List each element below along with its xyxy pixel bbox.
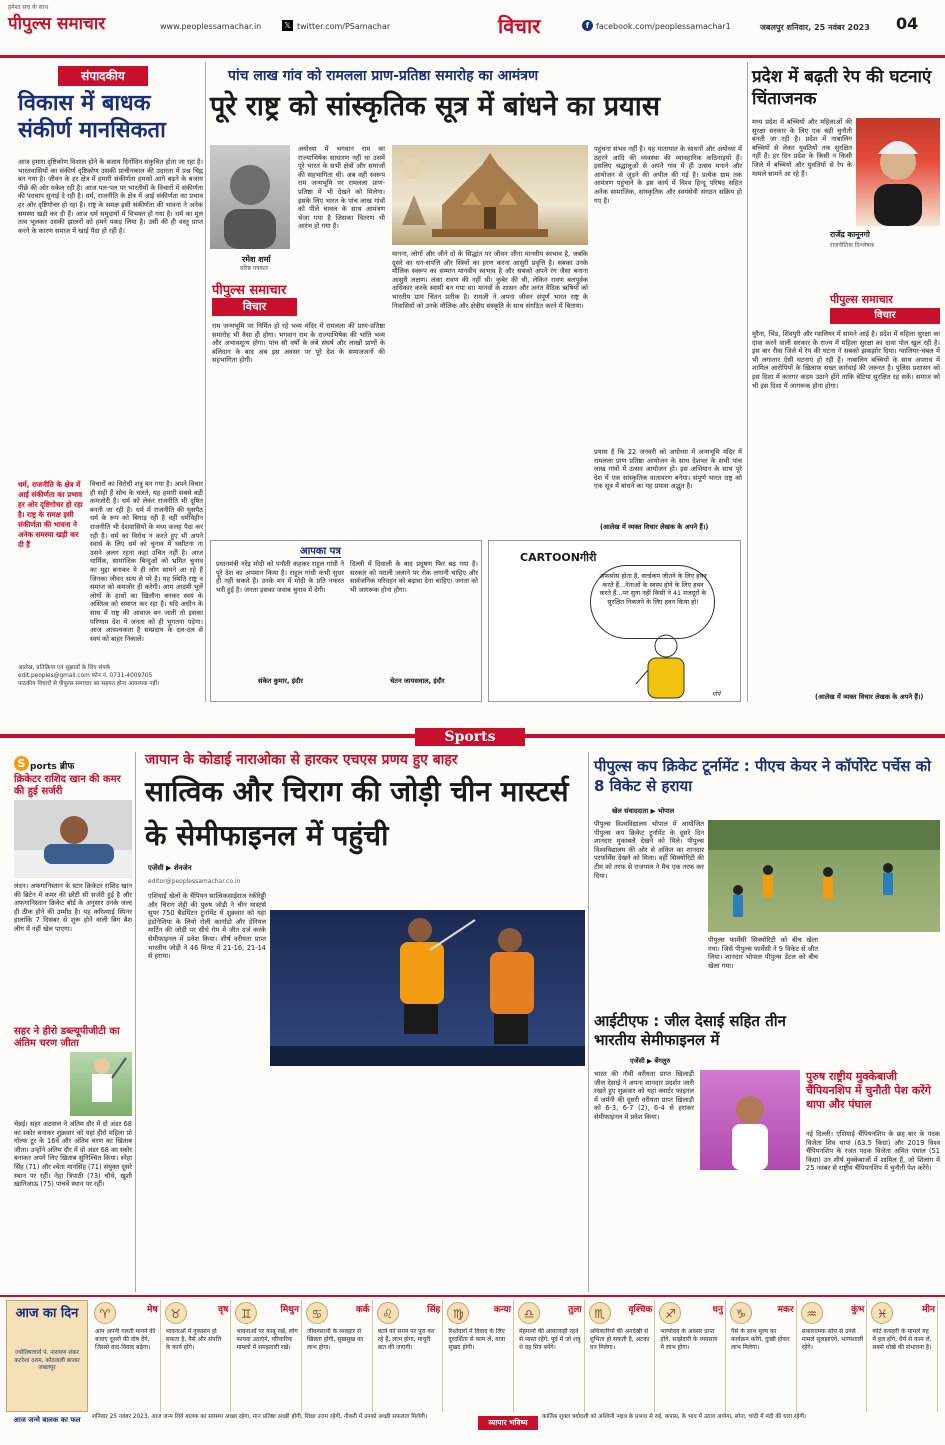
- rashi-card: [163, 1300, 232, 1412]
- masthead-tagline: हमेशा सच के साथ: [8, 4, 49, 11]
- letter-2: दिल्ली में दिवाली के बाद प्रदूषण फिर बढ़ गया है। सरकार को पराली जलाने पर रोक लगानी चाहिए और सार्वजनिक परिवहन को बढ़ावा देना चाहिए। जनता को भी जागरूक होना होगा।: [350, 560, 478, 594]
- sports-divider-right: [588, 752, 589, 1292]
- rashi-text: रिश्तेदारों में विवाद के लिए दूरदर्शिता से काम लें, यात्रा सुखद होगी।: [448, 1328, 506, 1351]
- zodiac-icon: ♒: [801, 1302, 823, 1324]
- zodiac-icon: ♍: [447, 1302, 469, 1324]
- rashi-card: [233, 1300, 302, 1412]
- editorial-contact-email[interactable]: edit.peoples@gmail.com फोन नं. 0731-4009705: [18, 673, 153, 679]
- rashi-card: [587, 1300, 656, 1412]
- rashifal-child-title: आज जन्मे बालक का फल: [13, 1416, 81, 1424]
- masthead: [0, 0, 945, 58]
- golf-photo-figure: [70, 1052, 132, 1116]
- main-col-3: पहुंचना संभव नहीं है। यह यातायात के साधनों और अयोध्या में ठहरने आदि की व्यवस्था की व्यावहारिक कठिनाइयों हैं। इसलिए श्रद्धालुओं से अपने गांव में ही उत्सव मनाने और आयोजन से जुड़ने की अपील की गई है। प्रत्येक ग्राम तक आमंत्रण पहुंचाने के इस कार्य में विश्व हिन्दू परिषद सहित अनेक सामाजिक, सांस्कृतिक और स्वयंसेवी संगठन सक्रिय हो गए हैं।: [594, 145, 742, 205]
- badminton-players: [270, 910, 585, 1066]
- rashi-text: जीवनसाथी के व्यवहार से खिन्नता होगी, सुखसुख का लाभ होगा।: [307, 1328, 364, 1351]
- badminton-title: सात्विक और चिराग की जोड़ी चीन मास्टर्स के सेमीफाइनल में पहुंची: [145, 775, 569, 852]
- rashifal-signs: [92, 1300, 940, 1412]
- masthead-date: जबलपुर शनिवार, 25 नवंबर 2023: [760, 23, 870, 32]
- aitf-photo: [700, 1070, 800, 1170]
- cartoon-signature: गोपे: [712, 691, 721, 698]
- rashi-text: भाग्योदय के अवसर प्राप्त होंगे, साझेदारी के व्यवसाय में लाभ होगा।: [660, 1328, 718, 1351]
- zodiac-icon: ♊: [235, 1302, 257, 1324]
- aitf-body: भारत की नौवीं वरीयता प्राप्त खिलाड़ी जील देसाई ने अपना शानदार प्रदर्शन जारी रखते हुए शुक्रवार को यहां क्वार्टर फाइनल में जर्मनी की दूसरी वरीयता प्राप्त खिलाड़ी को 6-3, 6-7 (2), 6-4 से हराकर सेमीफाइनल में प्रवेश किया।: [594, 1070, 694, 1121]
- cartoon-speech: अफसोस होता है, वर्ल्डकप जीतने के लिए हवन करते हैं...नेताओं के स्वस्थ होने के लिए हवन करते हैं...पर सुना नहीं किसी ने 41 मजदूरों के सुरक्षित निकलने के लिए हवन किया हो!: [599, 572, 707, 606]
- rashifal-today-body: ज्योतिषाचार्य पं. नारायण शंकर कटरेशा दशम, कोठवाली बाजार जबलपुर: [14, 1350, 80, 1372]
- rashifal-rule: [0, 1295, 945, 1297]
- rashi-name: वृष: [218, 1305, 229, 1315]
- cricket-body-2: पीपुल्स फार्मेसी सिक्योरिटी को बीच खेला गया। जिसे पीपुल्स फार्मेसी ने 9 विकेट से जीत लिया। शानदार भोपाल पीपुल्स डेंटल को बीच खेला गया।: [708, 936, 818, 970]
- masthead-website[interactable]: www.peoplessamachar.in: [160, 22, 262, 31]
- aitf-byline: एजेंसी ▶ बेंगलुरु: [630, 1057, 671, 1065]
- letter-2-signature: चेतन जायसवाल, इंदौर: [390, 677, 445, 685]
- rashi-name: कर्क: [355, 1305, 370, 1315]
- badminton-body-2: [270, 1072, 370, 1282]
- brief-photo: [14, 800, 132, 878]
- rashi-card: [728, 1300, 797, 1412]
- brief-title: क्रिकेटर राशिद खान की कमर की हुई सर्जरी: [14, 774, 121, 797]
- rashi-card: [516, 1300, 585, 1412]
- facebook-icon: f: [582, 20, 593, 31]
- section-title: विचार: [498, 14, 541, 38]
- rashi-name: कन्या: [493, 1305, 511, 1315]
- rashi-name: मकर: [777, 1305, 794, 1315]
- main-col-3b: प्रयास है कि 22 जनवरी को अयोध्या में जन्मभूमि मंदिर में रामलला प्राण प्रतिष्ठा आयोजन के साथ देशभर के सभी पांच लाख गांवों में उत्सव आयोजन हो। इस अभियान के साथ पूरे देश में एक सांस्कृतिक वातावरण बनेगा। संपूर्ण भारत राष्ट्र को एक सूत्र में बांधने का यह प्रयास अद्भुत है।: [594, 448, 742, 491]
- main-kicker: पांच लाख गांव को रामलला प्राण-प्रतिष्ठा समारोह का आमंत्रण: [228, 68, 539, 84]
- brand-logo: पीपुल्स समाचार: [212, 283, 287, 298]
- rashi-text: भावनाओं में नुकसान हो सकता है, पैसे और संपत्ति के कार्य होंगे।: [165, 1328, 222, 1351]
- rashi-name: धनु: [712, 1305, 723, 1315]
- temple-photo: [392, 145, 588, 245]
- editorial-title: विकास में बाधक संकीर्ण मानसिकता: [18, 91, 166, 143]
- cricket-photo: [708, 820, 940, 932]
- main-footnote: (आलेख में व्यक्त विचार लेखक के अपने हैं।): [600, 523, 709, 531]
- brief-photo-figure: [14, 800, 132, 878]
- right-author-name: राजेंद्र कानूनगो: [830, 230, 870, 239]
- editorial-disclaimer: पाठकीय विचारों से पीपुल्स समाचार का सहमत होना आवश्यक नहीं।: [18, 681, 160, 687]
- masthead-logo: पीपुल्स समाचार: [8, 14, 106, 34]
- editorial-contact-label: आलेख, प्रतिक्रिया एवं सुझावों के लिए संपर्क: [18, 665, 111, 671]
- rashi-text: अधिकारियों की अनदेखी से शुभिता हो सकती है, अटका धन मिलेगा।: [589, 1328, 650, 1351]
- sports-divider-left: [135, 752, 136, 1292]
- editorial-pull-quote: धर्म, राजनीति के क्षेत्र में आई संकीर्णता का प्रभाव हर ओर दृष्टिगोचर हो रहा है। राष्ट्र के समक्ष इसी संकीर्णता की भावना ने अनेक समस्या खड़ी कर दी हैं: [18, 480, 83, 549]
- trade-label: व्यापार भविष्य: [478, 1416, 538, 1430]
- rashi-text: सकारात्मक सोच से उनसे मामले सुलझाएंगे, भाग्यशाली रहेंगे।: [801, 1328, 864, 1351]
- right-brand-logo: पीपुल्स समाचार: [830, 293, 893, 306]
- badminton-agency: एजेंसी ▶ शेनजेन: [148, 864, 192, 872]
- rashi-name: मेष: [147, 1305, 158, 1315]
- golf-photo: [70, 1052, 132, 1116]
- badminton-body: एशियाई खेलों के चैंपियन सात्विकसाईराज रंकीरेड्डी और चिराग शेट्टी की पुरुष जोड़ी ने चीन मास्टर्स सुपर 750 बैडमिंटन टूर्नामेंट में शुक्रवार को यहां इंडोनेशिया के लियो रोली कार्नांडो और डेनियल मार्टिन की जोड़ी पर सीधे गेम में जीत दर्ज करके सेमीफाइनल में प्रवेश किया। शीर्ष वरीयता प्राप्त भारतीय जोड़ी ने 46 मिनट में 21-16, 21-14 से हराया।: [148, 892, 266, 961]
- boxing-title: पुरुष राष्ट्रीय मुक्केबाजी चैंपियनशिप में चुनौती पेश करेंगे थापा और पंघाल: [806, 1070, 931, 1111]
- main-col-2: मानना, लोगों और जीने दो के सिद्धांत पर जीवन जीना मानवीय स्वभाव है, जबकि दूसरे का धन-संपत्ति और स्त्रियों का हरण करना आसुरी प्रवृत्ति है। सबका उनके मौलिक स्वरूप का सम्मान मानवीय स्वभाव है और सबको अपने रंग जैसा बनाना आसुरी लक्षण। लंका रावण की नहीं थी। कुबेर की थी, लेकिन रावण बलपूर्वक अधिकार करके स्वामी बन गया था। मानवों के शासन और अनंत वैदिक ऋषियों को भारतीय ग्राम चिंतन प्रतीक है। रामजी ने अपना जीवन संपूर्ण भारत राष्ट्र के निवासियों को उनके मौलिक और क्षेत्रीय संस्कृति के साथ संगठित करने में बिताया।: [392, 250, 588, 310]
- rashi-text: आप अपनी गलती मानने की बजाए दूसरों की दोष देंगे, जिससे वाद-विवाद बढ़ेगा।: [95, 1328, 156, 1351]
- sports-banner: Sports: [415, 728, 525, 746]
- cricket-players: [708, 820, 940, 932]
- rashi-card: [375, 1300, 444, 1412]
- rashi-text: मेहमानों की आवाजाही रहने से व्यस्त रहेंगे, पूर्व में जो शत्रु थे वह मित्र बनेंगे।: [519, 1328, 581, 1351]
- rashifal-today-title: आज का दिन: [15, 1306, 79, 1321]
- rashi-card: [869, 1300, 938, 1412]
- temple-illustration: [392, 145, 588, 245]
- zodiac-icon: ♑: [730, 1302, 752, 1324]
- author-role: वरिष्ठ पत्रकार: [240, 265, 269, 272]
- rashi-card: [445, 1300, 514, 1412]
- rashi-card: [657, 1300, 726, 1412]
- zodiac-icon: ♋: [306, 1302, 328, 1324]
- sports-brief-label: ports ब्रीफ: [30, 762, 75, 772]
- cricket-body-3: [824, 936, 940, 1000]
- aitf-body-2: [700, 1174, 800, 1282]
- main-col-1: अयोध्या में भगवान राम का राज्याभिषेक साधारण नहीं था उसमें पूरे भारत के सभी क्षेत्रों और समाजों की सहभागिता थी। अब वही स्वरूप राम जन्मभूमि पर रामलला प्राण-प्रतिष्ठा में भी देखने को मिलेगा। इसके लिए भारत के पांच लाख गांवों को पीले चावल के साथ आमंत्रण भेजा गया है जिसका वितरण भी आरंभ हो गया है।: [298, 145, 385, 231]
- rashi-name: सिंह: [427, 1305, 441, 1315]
- cricket-title: पीपुल्स कप क्रिकेट टूर्नामेंट : पीएच केयर ने कॉर्पोरेट पर्चेस को 8 विकेट से हराया: [594, 757, 932, 795]
- rashi-name: मीन: [922, 1305, 935, 1315]
- right-body-1: मध्य प्रदेश में बच्चियों और महिलाओं की सुरक्षा सरकार के लिए एक बड़ी चुनौती बनती जा रही है। प्रदेश में नाबालिग बच्चियों से लेकर युवतियों तक सुरक्षित नहीं हैं। हर दिन प्रदेश के किसी न किसी जिले में बच्चियों और युवतियों से रेप के मामले सामने आ रहे हैं।: [752, 118, 852, 178]
- right-brand-tag: विचार: [830, 308, 940, 324]
- zodiac-icon: ♎: [518, 1302, 540, 1324]
- golf-body: चेन्नई। सहर अटवाल ने अंतिम दौर में दो अंडर 68 का स्कोर बनाकर शुक्रवार को यहां हीरो महिला प्रो गोल्फ टूर के 16वें और अंतिम चरण का खिताब जीता। उन्होंने अंतिम दौर में दो अंडर 68 का स्कोर बनाकर अपने लिए खिताब सुनिश्चित किया। स्नेहा सिंह (71) और श्वेता मानसिंह (71) संयुक्त दूसरे स्थान पर रहीं। नेहा त्रिपाठी (73) चौथे, ख़ुशी ख़ानिजाऊ (75) पांचवें स्थान पर रहीं।: [14, 1120, 132, 1189]
- zodiac-icon: ♈: [94, 1302, 116, 1324]
- cartoon-figure: [630, 632, 710, 700]
- brand-tag: विचार: [212, 298, 297, 316]
- masthead-facebook[interactable]: facebook.com/peoplessamachar1: [596, 22, 731, 31]
- editorial-body: आज हमारा दृष्टिकोण विशाल होने के बजाय दिनोंदिन संकुचित होता जा रहा है। भारतवासियों का संकीर्ण दृष्टिकोण उसकी प्राचीनकाल की उदारता में प्रश्न चिह्न बन गया है। जीवन के हर क्षेत्र में हमारी संकीर्णता हमको आगे बढ़ने के बजाय पीछे की ओर धकेल रही है। आज पल-पल पर भारतीयों के विचारों में संकीर्णता की पदचाप सुनाई दे रही है। धर्म, राजनीति के क्षेत्र में आई संकीर्णता का प्रभाव हर ओर दृष्टिगोचर हो रहा है। राष्ट्र के समक्ष इसी संकीर्णता की भावना ने अनेक समस्या खड़ी कर दी हैं। आज धर्म समुदायों में विभक्त हो गया है। धर्म का मूल तत्व भूलकर उसकी झालरों को हमने पकड़ लिया है। उसी की ही वस्तु प्राप्त करने के कारण समाज में खाई पैदा हो रही है।: [18, 158, 203, 235]
- badminton-email[interactable]: editor@peoplessamachar.co.in: [148, 878, 241, 885]
- editorial-body-2: विचारों का विरोधी शत्रु बन गया है। अपने विचार ही सही हैं सोच के चलते, यह हमारी सबसे बड़ी कमजोरी है। धर्म को लेकर राजनीति भी दूषित बनती जा रही है। धर्म में राजनीति की घुसपैठ धर्म के रूप को बिगाड़ रही है वहीं धर्मविहीन राजनीति भी देशवासियों के मध्य कलह पैदा कर रही है। धर्म का विरोध न करते हुए भी अपने स्वार्थ के लिए धर्म को चुनाव में घसीटना ना उसने अलग रहना कहां उचित नहीं है। आज धार्मिक, सामाजिक बिन्दुओं को भ्रमित चुनाव का मुद्दा बनाकर ये ही लोग सामने आ रहे हैं जिनका जीवन सत्य से परे है। यह स्थिति राष्ट्र व समाज को कमजोर ही करेगी। आम आदमी भूलें लोगों के हाथों का खिलौना बनकर स्वयं के अस्तित्व को समाप्त कर रहा है। यदि अधीन के साथ में राष्ट्र की आवाज बन जाती तो इसका परिणाम देश में जनता को ही भुगतना पड़ेगा। आज आवश्यकता है सम्प्रदाय के दल-दल से स्वयं को बाहर निकालें।: [90, 480, 203, 643]
- letter-1-signature: संकेत कुमार, इंदौर: [258, 677, 303, 685]
- right-author-silhouette: [856, 118, 940, 226]
- boxing-body: नई दिल्ली। एशियाई चैंपियनशिप के छह बार के पदक विजेता शिव थापा (63.5 किग्रा) और 2019 विश्व चैंपियनशिप के रजत पदक विजेता अमित पंघाल (51 किग्रा) उन शीर्ष मुक्केबाजों में शामिल हैं, जो शिलांग में 25 नवंबर से राष्ट्रीय चैंपियनशिप में चुनौती पेश करेंगे।: [806, 1130, 940, 1173]
- rashi-name: वृश्चिक: [628, 1305, 653, 1315]
- letters-title: आपका पत्र: [300, 543, 341, 558]
- rashi-text: पैसे के साथ मूल्य का कार्यक्रम करेंगे, दुःखी होकर लाभ मिलेगा।: [731, 1328, 790, 1351]
- rashi-card: [304, 1300, 373, 1412]
- cricket-byline: खेल संवाददाता ▶ भोपाल: [612, 807, 675, 815]
- x-twitter-icon: 𝕏: [282, 20, 293, 31]
- sports-brief-s-icon: S: [14, 756, 29, 771]
- editorial-label: संपादकीय: [58, 66, 148, 86]
- cartoon-title: CARTOONगीरी: [520, 551, 597, 564]
- golf-title: सहर ने हीरो डब्ल्यूपीजीटी का अंतिम चरण जीता: [14, 1026, 120, 1049]
- cricket-body: पीपुल्स विश्वविद्यालय भोपाल में आयोजित पीपुल्स कप क्रिकेट टूर्नामेंट के दूसरे दिन शानदार मुकाबले देखने को मिले। पीपुल्स विश्वविद्यालय की ओर से अंकित का शानदार परफॉर्मेंस देखने को मिला। वहीं सिक्योरिटी की टीम को तरफ से राजपाल ने मैच एक तरफ कर दिया।: [594, 820, 704, 880]
- rashi-text: कार्य को समय पर पूरा कर रहे हैं, लाभ होगा, माचुरी बात की जाएगी।: [377, 1328, 435, 1351]
- zodiac-icon: ♉: [165, 1302, 187, 1324]
- column-divider-right: [747, 62, 748, 702]
- rashi-card: [92, 1300, 161, 1412]
- rashi-name: कुंभ: [851, 1305, 865, 1315]
- zodiac-icon: ♓: [871, 1302, 893, 1324]
- right-author-photo: [856, 118, 940, 226]
- main-col-1b: राम जन्मभूमि पर निर्मित हो रहे भव्य मंदिर में रामलला की प्राण-प्रतिष्ठा समारोह भी वैसा ही होगा। भगवान राम के राज्याभिषेक की भांति भव्य और अभावशून्य होगा। पांच सौ वर्षों के लंबे संघर्ष और लाखों प्राणों के बलिदान के बाद अब इस अवसर पर पूरे देश के समाजजनों की सहभागिता होगी।: [212, 322, 385, 365]
- page-number: 04: [896, 14, 919, 33]
- rashifal-footer-left: शनिवार 25 नवंबर 2023, आज जन्म लिये बालक का स्वास्थ्य अच्छा रहेगा, मान प्रतिष्ठा अच्छी होगी, शिक्षा उत्तम रहेगी, नौकरी में उनको अच्छी सफलता मिलेगी।: [92, 1414, 428, 1420]
- masthead-twitter[interactable]: twitter.com/PSamachar: [297, 22, 391, 31]
- rashi-text: भावनाओं पर काबू रखें, लोग फायदा उठाएंगे, परिवारिक मामलों में समझदारी रखें।: [236, 1328, 298, 1351]
- zodiac-icon: ♌: [377, 1302, 399, 1324]
- right-author-role: राजनीतिक विश्लेषक: [830, 242, 875, 249]
- brief-body: लंदन। अफगानिस्तान के स्टार क्रिकेटर राशिद खान की ब्रिटेन में कमर की छोटी सी सर्जरी हुई है और अफगानिस्तान क्रिकेट बोर्ड के अनुसार उनके जल्द ही ठीक होने की उम्मीद है। यह करिश्माई स्पिनर हालांकि 7 दिसंबर से शुरू होने वाली बिग बैश लीग में नहीं खेल पाएगा।: [14, 882, 132, 933]
- badminton-kicker: जापान के कोडाई नाराओका से हारकर एचएस प्रणय हुए बाहर: [145, 752, 458, 768]
- column-divider: [205, 62, 206, 702]
- rashi-text: कोर्ट कचहरी के मामले यह में हल होंगे, धैर्य से काम लें, सबसे धोखे की संभावना है।: [872, 1328, 932, 1351]
- zodiac-icon: ♐: [659, 1302, 681, 1324]
- author-photo: [210, 145, 290, 249]
- rashi-name: मिथुन: [280, 1305, 299, 1315]
- aitf-title: आईटीएफ : जील देसाई सहित तीन भारतीय सेमीफाइनल में: [594, 1012, 786, 1049]
- editorial-footer: [18, 664, 203, 688]
- right-title: प्रदेश में बढ़ती रेप की घटनाएं चिंताजनक: [752, 67, 932, 109]
- zodiac-icon: ♏: [589, 1302, 611, 1324]
- letter-1: प्रधानमंत्री नरेंद्र मोदी को पनौती कहकर राहुल गांधी ने पूरे देश का अपमान किया है। राहुल गांधी कभी सुधर ही नहीं सकते हैं। उनके मन में मोदी के प्रति नफरत भरी हुई है। जनता इसका जवाब चुनाव में देगी।: [216, 560, 344, 594]
- rashi-name: तुला: [568, 1305, 582, 1315]
- right-body-2: मुरैना, भिंड, शिवपुरी और ग्वालियर में सामने आई है। प्रदेश में महिला सुरक्षा का दावा करने वाली सरकार के राज्य में महिला सुरक्षा का दावा पोल खुल रही है। इस बार रीवा जिले में रेप की घटना ने सबको झकझोर दिया। ग्वालियर-चंबल में भी लगातार ऐसी घटनाएं हो रही हैं। नाबालिग बच्चियों के साथ अपराध में शामिल आरोपियों के खिलाफ सख्त कार्रवाई की जरूरत है। पुलिस प्रशासन को इस दिशा में कारगर कदम उठाने होंगे ताकि बेटियां सुरक्षित रह सकें। समाज को भी इस दिशा में जागरूक होना होगा।: [752, 330, 940, 390]
- right-footnote: (आलेख में व्यक्त विचार लेखक के अपने हैं।): [815, 693, 924, 701]
- aitf-player: [700, 1070, 800, 1170]
- badminton-photo: [270, 910, 585, 1066]
- author-name: रमेश शर्मा: [242, 255, 271, 264]
- rashifal-footer-right: कार्तिक शुक्ल त्रयोदशी को अश्विनी नक्षत्र के प्रभाव से रुई, कपास, के भाव में उठाव आयेगा, सोना, चांदी में मंदी की धारा रहेगी।: [542, 1414, 807, 1420]
- rashi-card: [799, 1300, 868, 1412]
- main-title: पूरे राष्ट्र को सांस्कृतिक सूत्र में बांधने का प्रयास: [210, 91, 661, 122]
- author-silhouette: [210, 145, 290, 249]
